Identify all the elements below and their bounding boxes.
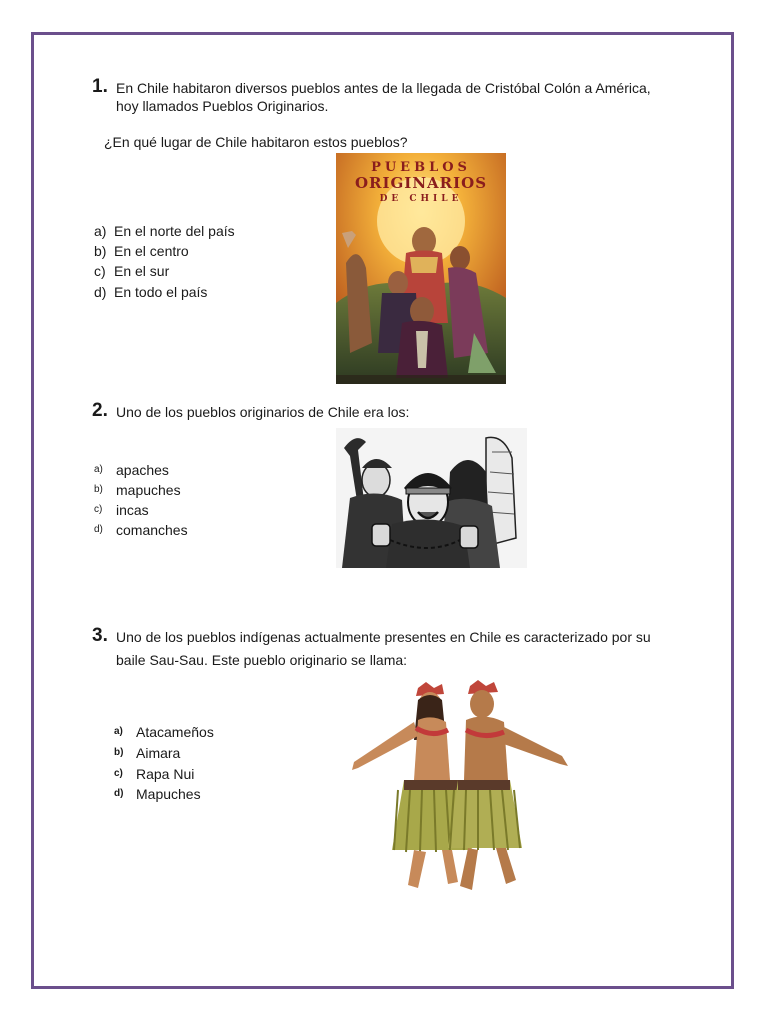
q2-option-d[interactable] bbox=[94, 520, 188, 540]
option-text: Atacameños bbox=[136, 724, 214, 740]
q3-option-c[interactable] bbox=[114, 764, 194, 784]
option-letter: c) bbox=[114, 768, 123, 779]
option-letter: c) bbox=[94, 263, 106, 279]
q1-option-a[interactable] bbox=[94, 221, 235, 241]
q2-option-a[interactable] bbox=[94, 460, 169, 480]
option-text: comanches bbox=[116, 522, 188, 538]
q1-option-b[interactable] bbox=[94, 241, 189, 261]
option-text: En el norte del país bbox=[114, 223, 235, 239]
rapa-nui-dancers-image bbox=[348, 680, 572, 896]
q1-option-c[interactable] bbox=[94, 261, 169, 281]
cover-title-line1: PUEBLOS bbox=[371, 160, 471, 175]
mapuche-warriors-image bbox=[336, 428, 527, 568]
question-1-number: 1. bbox=[92, 76, 108, 97]
question-1-text-line2: hoy llamados Pueblos Originarios. bbox=[116, 98, 329, 114]
q1-option-d[interactable] bbox=[94, 282, 207, 302]
q3-option-b[interactable] bbox=[114, 743, 180, 763]
option-text: Aimara bbox=[136, 745, 181, 761]
option-letter: a) bbox=[94, 223, 107, 239]
option-letter: b) bbox=[94, 484, 103, 495]
question-1-subquestion: ¿En qué lugar de Chile habitaron estos pueblos? bbox=[104, 134, 408, 150]
option-text: En todo el país bbox=[114, 284, 208, 300]
q3-option-a[interactable] bbox=[114, 722, 214, 742]
q2-option-c[interactable] bbox=[94, 500, 149, 520]
option-text: Rapa Nui bbox=[136, 766, 195, 782]
question-2-number: 2. bbox=[92, 400, 108, 421]
option-letter: b) bbox=[94, 243, 107, 259]
option-letter: b) bbox=[114, 747, 124, 758]
q2-option-b[interactable] bbox=[94, 480, 181, 500]
option-letter: a) bbox=[94, 464, 103, 475]
option-text: apaches bbox=[116, 462, 169, 478]
q3-option-d[interactable] bbox=[114, 784, 201, 804]
question-1-text-line1: En Chile habitaron diversos pueblos antes de la llegada de Cristóbal Colón a América, bbox=[116, 80, 651, 96]
option-text: En el centro bbox=[114, 243, 189, 259]
pueblos-originarios-cover-image bbox=[336, 153, 506, 384]
option-text: En el sur bbox=[114, 263, 170, 279]
cover-title-line3: DE CHILE bbox=[379, 194, 463, 204]
option-text: incas bbox=[116, 502, 149, 518]
question-3-text-line2: baile Sau-Sau. Este pueblo originario se llama: bbox=[116, 652, 408, 668]
cover-title-line2: ORIGINARIOS bbox=[354, 174, 488, 192]
question-3-number: 3. bbox=[92, 625, 108, 646]
question-2-text: Uno de los pueblos originarios de Chile era los: bbox=[116, 404, 410, 420]
option-text: Mapuches bbox=[136, 786, 201, 802]
question-3-text-line1: Uno de los pueblos indígenas actualmente presentes en Chile es caracterizado por su bbox=[116, 629, 651, 645]
option-letter: c) bbox=[94, 504, 103, 515]
option-letter: d) bbox=[94, 524, 103, 535]
option-letter: d) bbox=[114, 788, 124, 799]
option-letter: d) bbox=[94, 284, 107, 300]
option-text: mapuches bbox=[116, 482, 181, 498]
option-letter: a) bbox=[114, 726, 123, 737]
